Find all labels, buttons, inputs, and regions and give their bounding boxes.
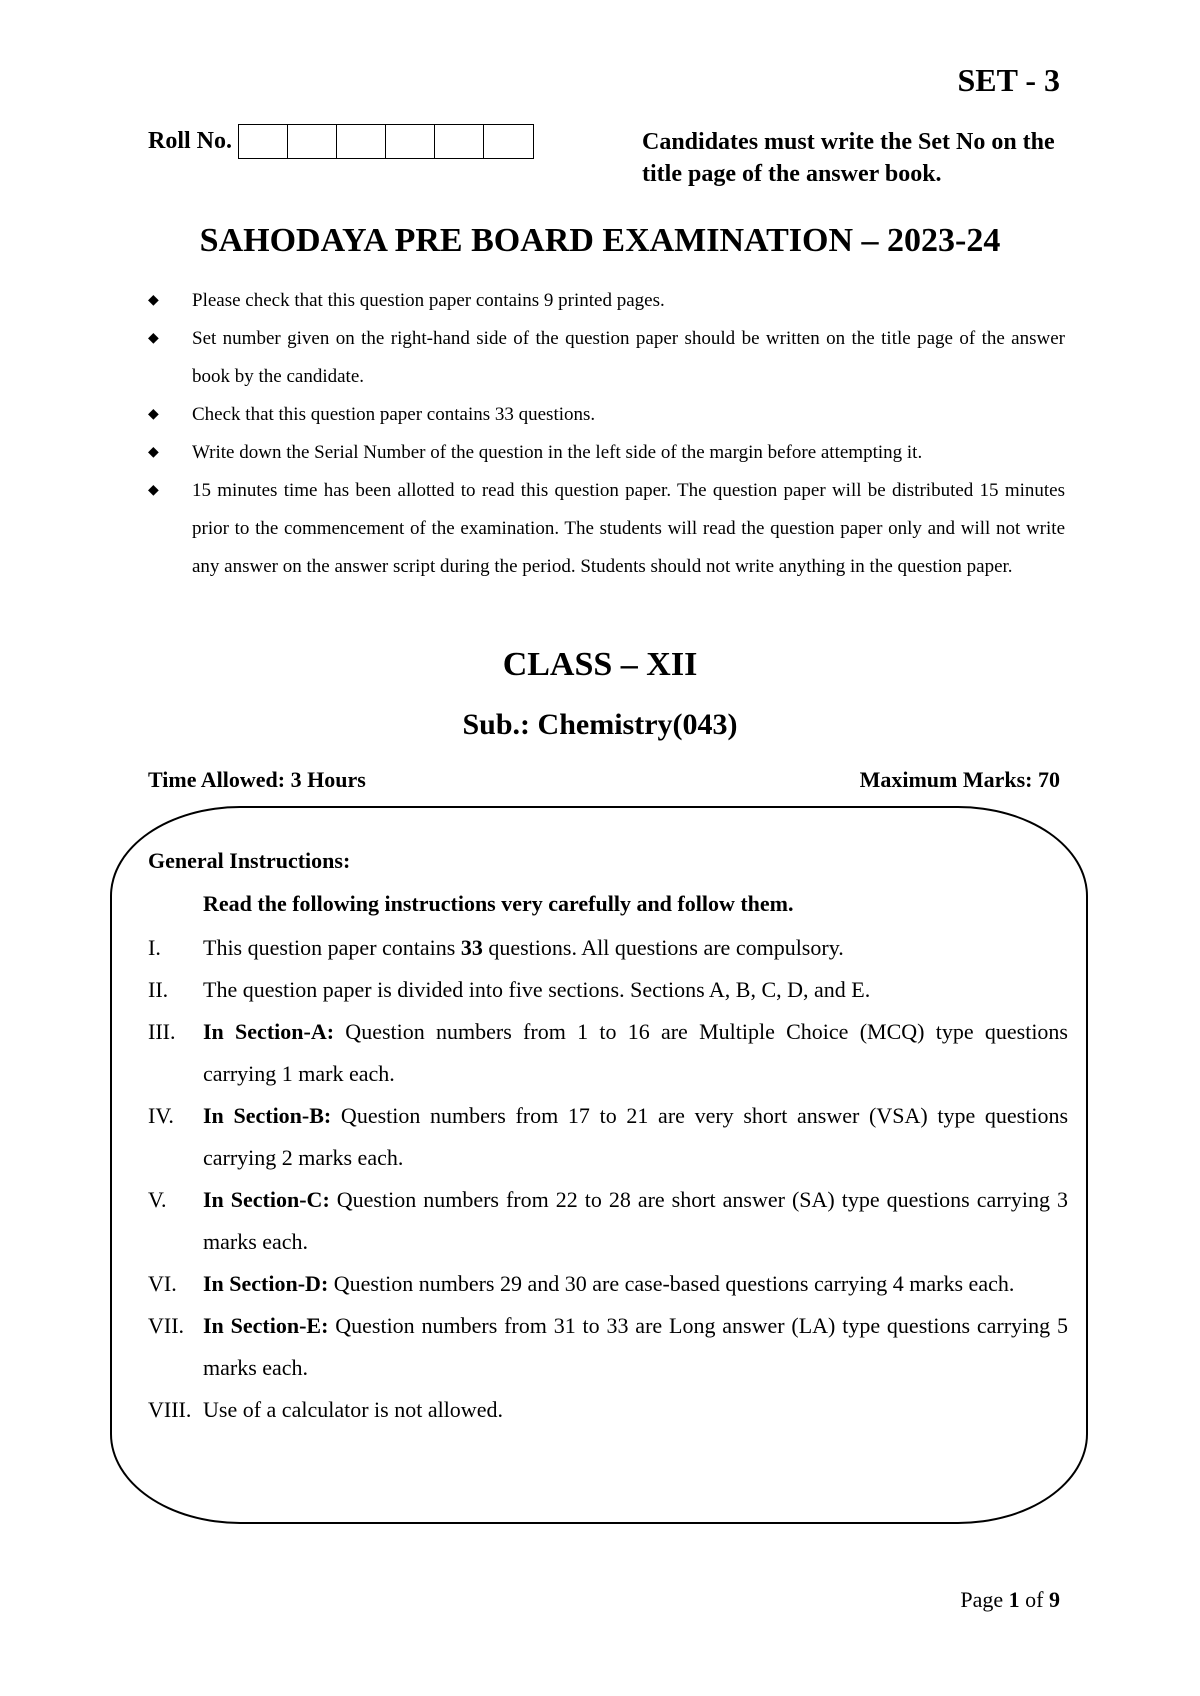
general-instructions-list: [148, 927, 1068, 1431]
instruction-item: [148, 1011, 1068, 1095]
instruction-text: Question numbers from 31 to 33 are Long answer (LA) type questions carrying 5 marks each.: [203, 1313, 1068, 1380]
roll-number-box[interactable]: [288, 125, 337, 158]
page-total: 9: [1049, 1587, 1060, 1612]
page-current: 1: [1008, 1587, 1020, 1612]
note-text: Write down the Serial Number of the question in the left side of the margin before attempting it.: [192, 442, 923, 463]
page-prefix: Page: [960, 1587, 1009, 1612]
diamond-bullet-icon: ◆: [148, 445, 159, 460]
instruction-item: [148, 927, 1068, 969]
instruction-section-label: In Section-B:: [203, 1103, 332, 1128]
note-text: Set number given on the right-hand side of the question paper should be written on the title page of the answer book by the candidate.: [192, 328, 1065, 387]
instruction-item: [148, 1305, 1068, 1389]
note-item: [148, 320, 1065, 396]
note-text: Check that this question paper contains 33 questions.: [192, 404, 596, 425]
instruction-number: I.: [148, 935, 161, 960]
instruction-emphasis: 33: [460, 935, 483, 960]
instruction-number: III.: [148, 1019, 176, 1044]
instruction-section-label: In Section-A:: [203, 1019, 335, 1044]
roll-number-box[interactable]: [337, 125, 386, 158]
page-footer: [960, 1587, 1060, 1613]
instruction-text-prefix: This question paper contains: [203, 935, 461, 960]
roll-number-box[interactable]: [484, 125, 533, 158]
set-number-note: Candidates must write the Set No on the title page of the answer book.: [642, 129, 1055, 187]
instruction-item: [148, 1263, 1068, 1305]
note-item: [148, 472, 1065, 586]
instruction-number: II.: [148, 977, 169, 1002]
instruction-text: The question paper is divided into five sections. Sections A, B, C, D, and E.: [203, 977, 871, 1002]
instruction-item: [148, 1179, 1068, 1263]
set-number: SET - 3: [957, 62, 1060, 98]
instruction-number: VII.: [148, 1313, 185, 1338]
note-text: Please check that this question paper contains 9 printed pages.: [192, 290, 665, 311]
page-mid: of: [1019, 1587, 1049, 1612]
note-item: [148, 396, 1065, 434]
general-instructions-heading: General Instructions:: [148, 848, 351, 873]
instruction-number: V.: [148, 1187, 167, 1212]
note-item: [148, 434, 1065, 472]
preliminary-notes: [148, 282, 1065, 586]
diamond-bullet-icon: ◆: [148, 293, 159, 308]
roll-number-box[interactable]: [239, 125, 288, 158]
instruction-section-label: In Section-C:: [203, 1187, 330, 1212]
roll-number-field: [148, 124, 534, 159]
instruction-item: [148, 1095, 1068, 1179]
instruction-section-label: In Section-E:: [203, 1313, 329, 1338]
instruction-number: VIII.: [148, 1397, 192, 1422]
general-instructions-intro: Read the following instructions very carefully and follow them.: [203, 891, 794, 916]
time-allowed: Time Allowed: 3 Hours: [148, 767, 366, 792]
instruction-text: questions. All questions are compulsory.: [482, 935, 844, 960]
roll-number-box[interactable]: [386, 125, 435, 158]
instruction-item: [148, 969, 1068, 1011]
roll-number-label: Roll No.: [148, 128, 232, 154]
note-text: 15 minutes time has been allotted to read this question paper. The question paper will be distributed 15 minutes prior to the commencement of the examination. The students will read the question paper only and will not write any answer on the answer script during the period. Students should not write anything in the question paper.: [192, 480, 1065, 577]
diamond-bullet-icon: ◆: [148, 331, 159, 346]
instruction-number: VI.: [148, 1271, 177, 1296]
roll-number-box[interactable]: [435, 125, 484, 158]
instruction-text: Question numbers from 22 to 28 are short answer (SA) type questions carrying 3 marks each.: [203, 1187, 1068, 1254]
instruction-text: Question numbers 29 and 30 are case-based questions carrying 4 marks each.: [328, 1271, 1015, 1296]
subject-title: Sub.: Chemistry(043): [462, 708, 738, 741]
diamond-bullet-icon: ◆: [148, 483, 159, 498]
instruction-text: Question numbers from 1 to 16 are Multiple Choice (MCQ) type questions carrying 1 mark each.: [203, 1019, 1068, 1086]
roll-number-boxes: [238, 124, 534, 159]
maximum-marks: Maximum Marks: 70: [859, 767, 1060, 792]
exam-title: SAHODAYA PRE BOARD EXAMINATION – 2023-24: [199, 222, 1001, 259]
instruction-section-label: In Section-D:: [203, 1271, 329, 1296]
instruction-text: Question numbers from 17 to 21 are very short answer (VSA) type questions carrying 2 marks each.: [203, 1103, 1069, 1170]
class-title: CLASS – XII: [502, 646, 698, 683]
diamond-bullet-icon: ◆: [148, 407, 159, 422]
note-item: [148, 282, 1065, 320]
instruction-text: Use of a calculator is not allowed.: [203, 1397, 503, 1422]
instruction-item: [148, 1389, 1068, 1431]
instruction-number: IV.: [148, 1103, 174, 1128]
